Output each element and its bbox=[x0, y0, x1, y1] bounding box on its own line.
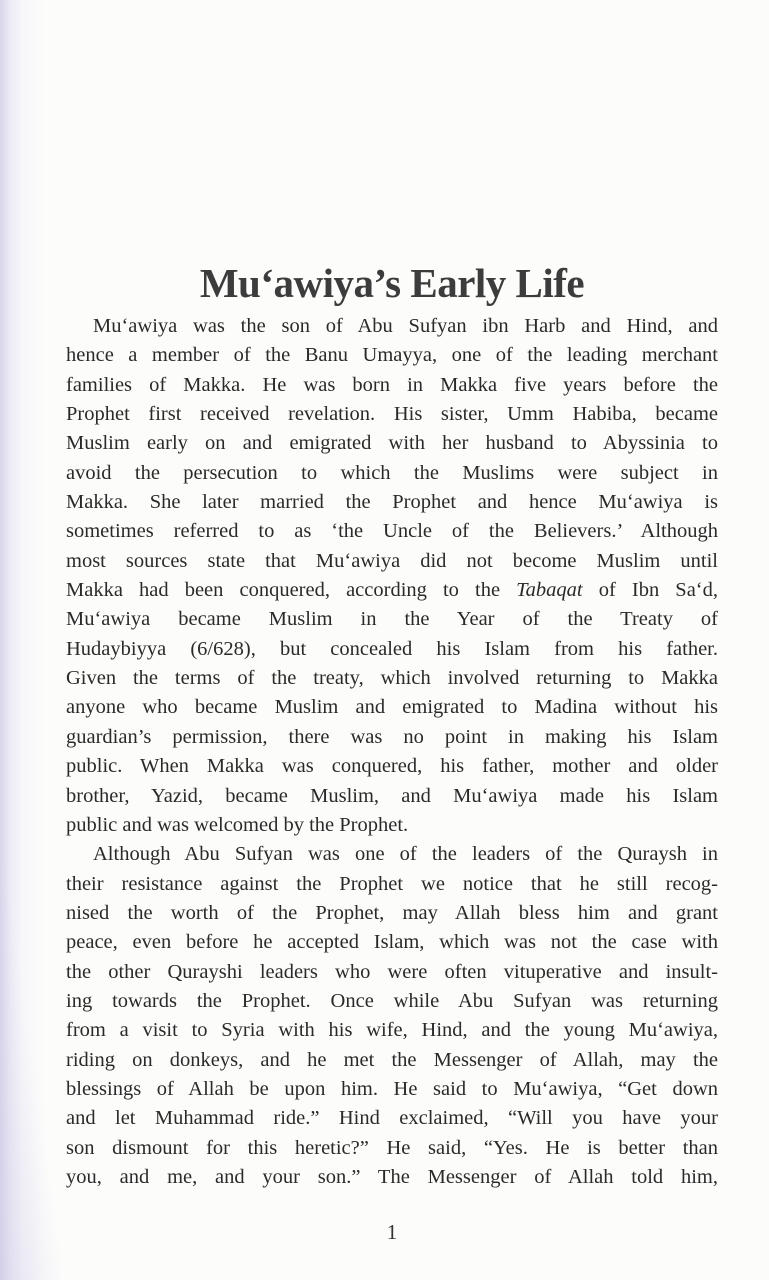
page-gutter-shadow bbox=[0, 0, 48, 1280]
text-line: brother, Yazid, became Muslim, and Mu‘awiya made his Islam bbox=[66, 784, 718, 807]
text-line: anyone who became Muslim and emigrated to Madina without his bbox=[66, 696, 718, 719]
text-line: from a visit to Syria with his wife, Hind, and the young Mu‘awiya, bbox=[66, 1019, 718, 1042]
text-line: peace, even before he accepted Islam, which was not the case with bbox=[66, 931, 718, 954]
text-line: Muslim early on and emigrated with her husband to Abyssinia to bbox=[66, 432, 718, 455]
text-line: sometimes referred to as ‘the Uncle of the Believers.’ Although bbox=[66, 520, 718, 543]
page-title: Mu‘awiya’s Early Life bbox=[199, 260, 585, 307]
text-line: Mu‘awiya became Muslim in the Year of the Treaty of bbox=[66, 608, 718, 631]
text-line: hence a member of the Banu Umayya, one of the leading merchant bbox=[66, 344, 718, 367]
text-line: and let Muhammad ride.” Hind exclaimed, “Will you have your bbox=[66, 1107, 718, 1130]
text-line: families of Makka. He was born in Makka five years before the bbox=[66, 373, 718, 396]
text-line: the other Qurayshi leaders who were often vituperative and insult- bbox=[66, 960, 718, 983]
text-line: most sources state that Mu‘awiya did not become Muslim until bbox=[66, 549, 718, 572]
text-line: their resistance against the Prophet we notice that he still recog- bbox=[66, 872, 718, 895]
text-line: you, and me, and your son.” The Messenger of Allah told him, bbox=[66, 1165, 718, 1188]
text-line: Makka. She later married the Prophet and hence Mu‘awiya is bbox=[66, 491, 718, 514]
body-text bbox=[66, 312, 718, 1192]
text-line: Given the terms of the treaty, which involved returning to Makka bbox=[66, 667, 718, 690]
text-line: Prophet first received revelation. His sister, Umm Habiba, became bbox=[66, 403, 718, 426]
text-line: riding on donkeys, and he met the Messenger of Allah, may the bbox=[66, 1048, 718, 1071]
text-line: Although Abu Sufyan was one of the leaders of the Quraysh in bbox=[93, 843, 718, 866]
text-line: nised the worth of the Prophet, may Allah bless him and grant bbox=[66, 901, 718, 924]
text-line: son dismount for this heretic?” He said, “Yes. He is better than bbox=[66, 1136, 718, 1159]
text-line: guardian’s permission, there was no point in making his Islam bbox=[66, 725, 718, 748]
text-line: Hudaybiyya (6/628), but concealed his Islam from his father. bbox=[66, 637, 718, 660]
text-line: public. When Makka was conquered, his father, mother and older bbox=[66, 755, 718, 778]
text-line: Makka had been conquered, according to the Tabaqat of Ibn Sa‘d, bbox=[66, 579, 718, 602]
text-line: avoid the persecution to which the Muslims were subject in bbox=[66, 461, 718, 484]
text-line: Mu‘awiya was the son of Abu Sufyan ibn Harb and Hind, and bbox=[93, 315, 718, 337]
text-line: blessings of Allah be upon him. He said to Mu‘awiya, “Get down bbox=[66, 1077, 718, 1100]
page-gutter-shadow-bottom bbox=[0, 860, 60, 1280]
text-line: ing towards the Prophet. Once while Abu Sufyan was returning bbox=[66, 989, 718, 1012]
page-number: 1 bbox=[386, 1220, 398, 1244]
text-line: public and was welcomed by the Prophet. bbox=[66, 813, 409, 836]
